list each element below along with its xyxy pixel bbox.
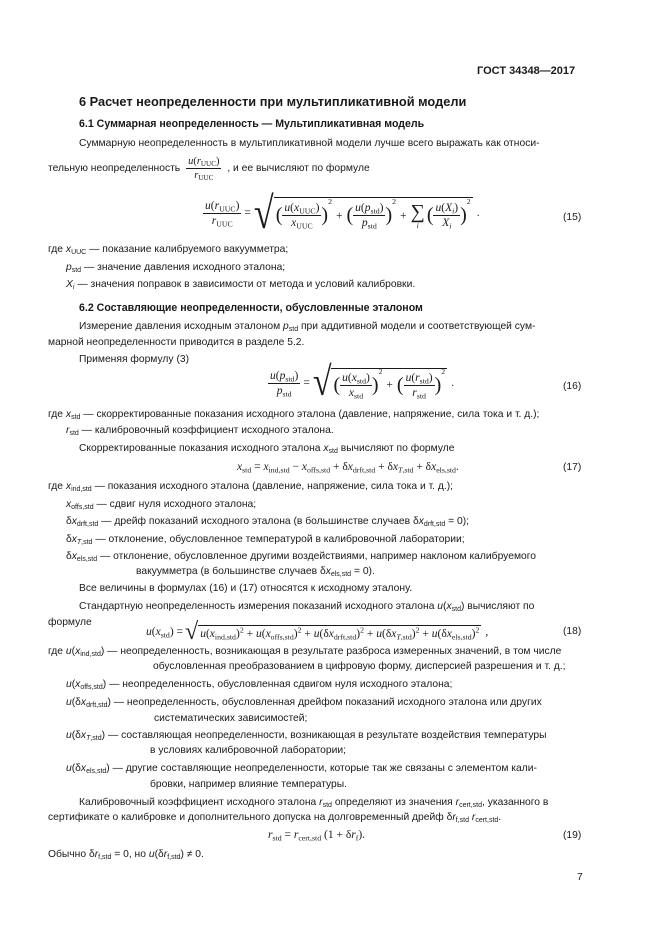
where-16-line2: $r_{std}$ — калибровочный коэффициент исходного эталона. xyxy=(66,425,334,438)
equation-15: $\frac{u(r_{UUC})}{r_{UUC}}$ = √ ( $\frac{u(x_{UUC})}{x_{UUC}}$ ) 2 + ( $\frac{u(p_{std})}{p_{std}}$ ) 2 + ∑ i ( $\frac{u(X_i)}{X_i}$ ) 2 . xyxy=(205,188,480,238)
where-15-line1: где $x_{UUC}$ — показание калибруемого вакуумметра; xyxy=(48,244,289,257)
paragraph-p5-line1: Стандартную неопределенность измерения показаний исходного эталона $u(x_{std})$ вычисляют по xyxy=(79,601,535,614)
paragraph-6-2-line1: Измерение давления исходным эталоном $p_{std}$ при аддитивной модели и соответствующей сум- xyxy=(79,321,536,334)
equation-16-number: (16) xyxy=(563,381,582,392)
paragraph-p6-line2: сертификате о калибровке и дополнительного допуска на долговременный дрейф $\delta r_{f,std}$ $r_{cert,std}$. xyxy=(48,812,502,825)
equation-17: $x_{std} = x_{ind,std} - x_{offs,std} + \delta x_{drft,std} + \delta x_{T,std} + \delta x_{els,std}$. xyxy=(237,461,459,475)
paragraph-p3: Скорректированные показания исходного эталона $x_{std}$ вычисляют по формуле xyxy=(79,443,455,456)
page-number: 7 xyxy=(577,872,583,883)
where-18-line3: $u(\delta x_{drft,std})$ — неопределенность, обусловленная дрейфом показаний исходного эталона или других xyxy=(66,697,542,710)
where-15-line2: $p_{std}$ — значение давления исходного эталона; xyxy=(66,262,286,275)
where-18-line5b: бровки, например влияние температуры. xyxy=(150,779,348,790)
equation-16: $\frac{u(p_{std})}{p_{std}}$ = √ ( $\frac{u(x_{std})}{x_{std}}$ ) 2 + ( $\frac{u(r_{std})}{r_{std}}$ ) 2 . xyxy=(270,360,455,405)
subsection-6-1-title: 6.1 Суммарная неопределенность — Мультипликативная модель xyxy=(79,118,425,130)
where-15-line3: $X_i$ — значения поправок в зависимости от метода и условий калибровки. xyxy=(66,279,416,292)
equation-19: $r_{std} = r_{cert,std}$ $(1 + \delta r_f)$. xyxy=(268,829,366,843)
where-16-line1: где $x_{std}$ — скорректированные показания исходного эталона (давление, напряжение, сила тока и т. д.); xyxy=(48,409,540,422)
equation-17-number: (17) xyxy=(563,462,582,473)
paragraph-6-2-line3: Применяя формулу (3) xyxy=(79,354,190,365)
equation-18: $u(x_{std})$ = √ $u(x_{ind,std})^2 + u(x_{offs,std})^2 + u(\delta x_{drft,std})^2 + u(\delta x_{T,std})^2 + u(\delta x_{els,std})^2$ , xyxy=(146,619,489,645)
where-18-line1b: обусловленная преобразованием в цифровую форму, дисперсией разрешения и т. д.; xyxy=(153,661,566,672)
where-17-line1: где $x_{ind,std}$ — показания исходного эталона (давление, напряжение, сила тока и т. д.); xyxy=(48,481,454,494)
paragraph-p4: Все величины в формулах (16) и (17) относятся к исходному эталону. xyxy=(79,583,413,594)
paragraph-6-1-line2: тельную неопределенность $\frac{u(r_{UUC})}{r_{UUC}}$ , и ее вычисляют по формуле xyxy=(48,156,370,183)
equation-19-number: (19) xyxy=(563,830,582,841)
where-17-line5: $\delta x_{els,std}$ — отклонение, обусловленное другими воздействиями, например наклоном калибруемого xyxy=(66,551,537,564)
paragraph-p5-line2: формуле xyxy=(48,617,92,628)
equation-15-number: (15) xyxy=(563,212,582,223)
paragraph-6-1-line1: Суммарную неопределенность в мультипликативной модели лучше всего выражать как относи- xyxy=(79,138,540,149)
subsection-6-2-title: 6.2 Составляющие неопределенности, обусловленные эталоном xyxy=(79,302,423,314)
equation-18-number: (18) xyxy=(563,626,582,637)
where-18-line2: $u(x_{offs,std})$ — неопределенность, обусловленная сдвигом нуля исходного эталона; xyxy=(66,679,453,692)
paragraph-p6-line1: Калибровочный коэффициент исходного эталона $r_{std}$ определяют из значения $r_{cert,std}$, указанного в xyxy=(79,797,549,810)
where-18-line4b: в условиях калибровочной лаборатории; xyxy=(150,745,346,756)
paragraph-6-2-line2: марной неопределенности приводится в разделе 5.2. xyxy=(48,337,305,348)
where-18-line3b: систематических зависимостей; xyxy=(154,713,308,724)
where-18-line1: где $u(x_{ind,std})$ — неопределенность, возникающая в результате разброса измеренных значений, в том числе xyxy=(48,646,562,659)
where-18-line5: $u(\delta x_{els,std})$ — другие составляющие неопределенности, которые так же связаны с элементом кали- xyxy=(66,763,537,776)
paragraph-p7: Обычно $\delta r_{f,std} = 0$, но $u(\delta r_{f,std}) \ne 0$. xyxy=(48,849,204,862)
standard-number: ГОСТ 34348—2017 xyxy=(477,65,576,77)
where-17-line4: $\delta x_{T,std}$ — отклонение, обусловленное температурой в калибровочной лаборатории; xyxy=(66,534,465,547)
where-17-line2: $x_{offs,std}$ — сдвиг нуля исходного эталона; xyxy=(66,499,257,512)
where-17-line6: вакуумметра (в большинстве случаев $\delta x_{els,std} = 0$). xyxy=(136,566,375,579)
section-title: 6 Расчет неопределенности при мультипликативной модели xyxy=(79,94,467,109)
where-17-line3: $\delta x_{drft,std}$ — дрейф показаний исходного эталона (в большинстве случаев $\delta x_{drft,std} = 0$); xyxy=(66,516,470,529)
where-18-line4: $u(\delta x_{T,std})$ — составляющая неопределенности, возникающая в результате воздействия температуры xyxy=(66,730,547,743)
relative-uncertainty-fraction: $\frac{u(r_{UUC})}{r_{UUC}}$ xyxy=(188,156,220,183)
